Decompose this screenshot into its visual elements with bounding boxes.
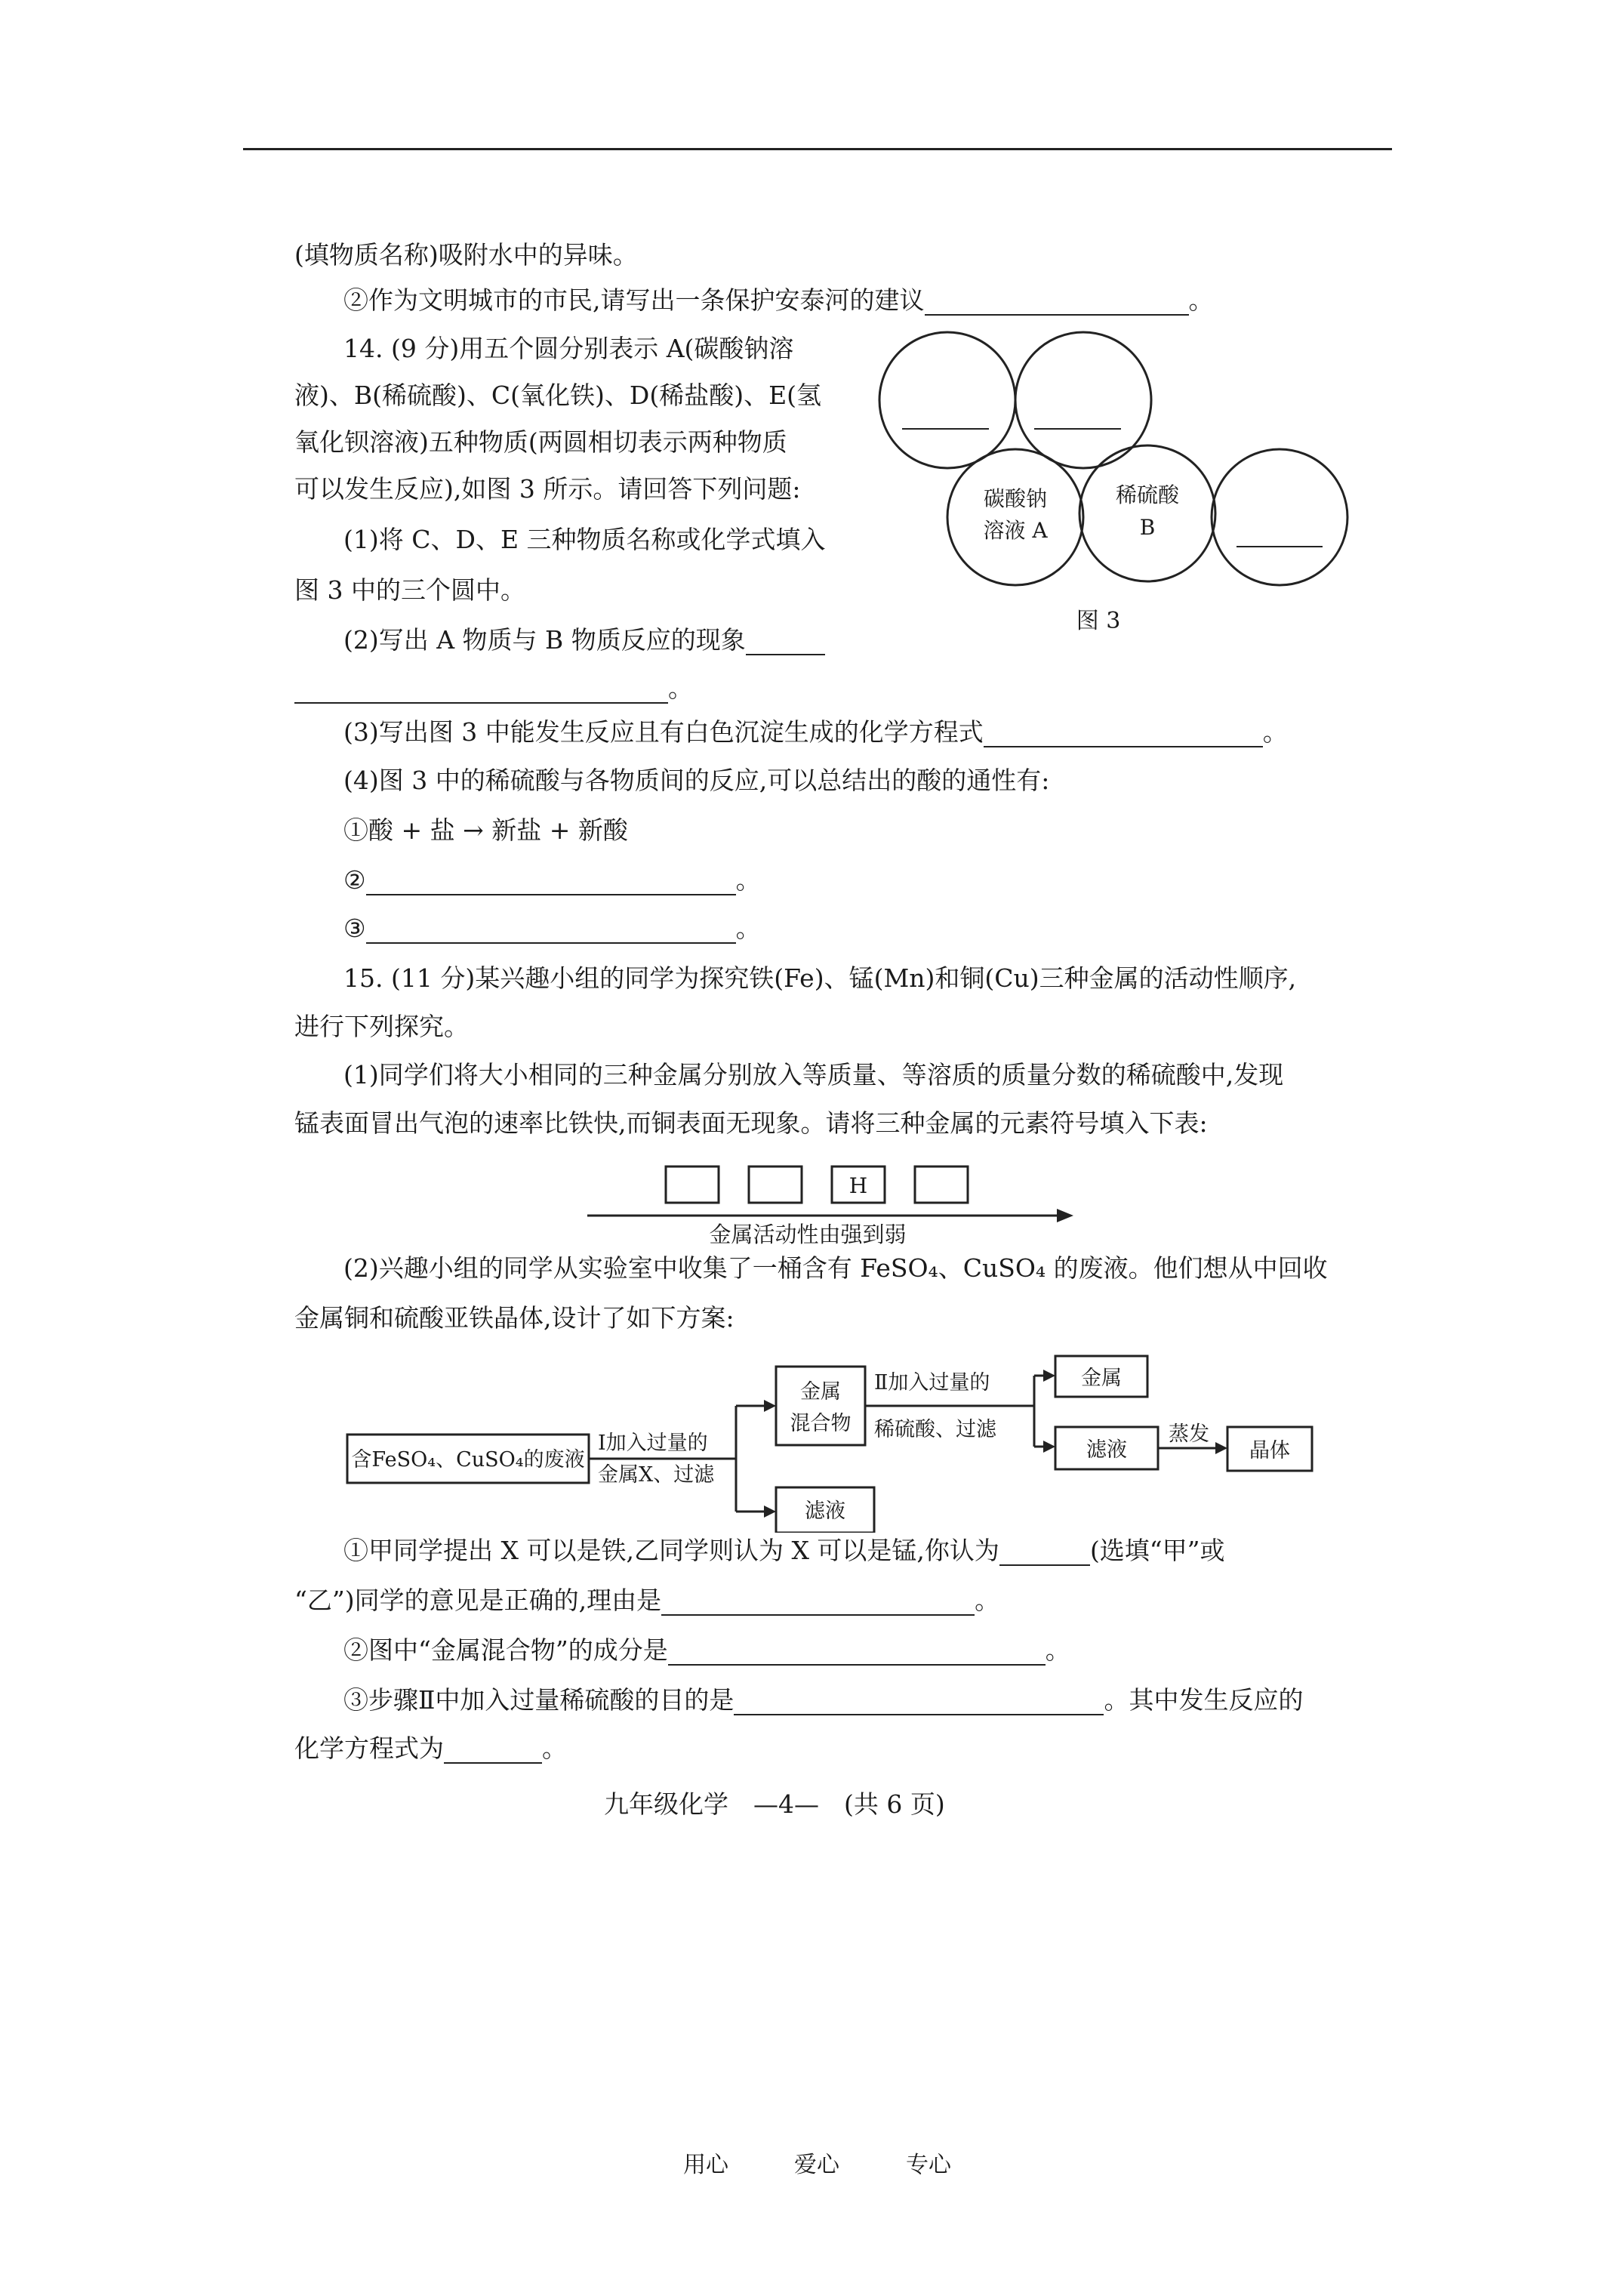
text-line: ③ 。 [343,914,761,943]
text-line: (4)图 3 中的稀硫酸与各物质间的反应,可以总结出的酸的通性有: [343,766,1050,795]
activity-arrow-label: 金属活动性由强到弱 [709,1222,907,1247]
text-line: 图 3 中的三个圆中。 [294,575,525,605]
circle-a [947,449,1083,585]
metal-box-1[interactable] [666,1166,719,1203]
text-line: 15. (11 分)某兴趣小组的同学为探究铁(Fe)、锰(Mn)和铜(Cu)三种金属的活动性顺序, [343,963,1297,993]
motto-2: 爱心 [794,2152,839,2178]
metal-mixture-label-2: 混合物 [790,1412,852,1435]
crystal-label: 晶体 [1249,1439,1290,1462]
text-line: 氧化钡溶液)五种物质(两圆相切表示两种物质 [294,427,787,457]
metal-box-2[interactable] [749,1166,802,1203]
motto-1: 用心 [683,2152,728,2178]
figure-caption: 图 3 [1076,608,1121,634]
metal-box-3[interactable] [915,1166,968,1203]
circle-a-label-1: 碳酸钠 [983,486,1048,511]
text-line: 化学方程式为 。 [294,1734,567,1763]
evaporate-label: 蒸发 [1169,1422,1209,1446]
hydrogen-symbol: H [848,1173,868,1198]
text-line: (填物质名称)吸附水中的异味。 [294,240,638,270]
text-line: (2)写出 A 物质与 B 物质反应的现象 [343,625,825,655]
figure-3 [861,317,1359,649]
text-line: 进行下列探究。 [294,1012,469,1041]
text-line: ②作为文明城市的市民,请写出一条保护安泰河的建议 。 [343,285,1214,315]
answer-blank[interactable] [366,920,736,944]
filtrate-upper-label: 滤液 [1086,1438,1127,1462]
text-line: 14. (9 分)用五个圆分别表示 A(碳酸钠溶 [343,334,794,363]
text-line: (2)兴趣小组的同学从实验室中收集了一桶含有 FeSO₄、CuSO₄ 的废液。他们想从中回收 [343,1253,1328,1283]
top-rule [243,148,1392,150]
metal-mixture-label-1: 金属 [800,1380,841,1404]
text-line: 液)、B(稀硫酸)、C(氧化铁)、D(稀盐酸)、E(氢 [294,381,822,410]
text-line: (1)将 C、D、E 三种物质名称或化学式填入 [343,525,826,554]
step2-label-1: Ⅱ加入过量的 [874,1371,990,1395]
text-line: (3)写出图 3 中能发生反应且有白色沉淀生成的化学方程式 。 [343,717,1288,747]
process-flowchart [332,1351,1344,1533]
circle-e [1212,449,1347,585]
motto-3: 专心 [906,2152,951,2178]
answer-blank[interactable] [734,1691,1104,1715]
answer-blank[interactable] [444,1740,542,1764]
text-line: (1)同学们将大小相同的三种金属分别放入等质量、等溶质的质量分数的稀硫酸中,发现 [343,1060,1284,1089]
text-line: 金属铜和硫酸亚铁晶体,设计了如下方案: [294,1303,735,1333]
text-line: ② 。 [343,865,761,895]
filtrate-lower-label: 滤液 [805,1499,845,1523]
circle-b [1079,445,1215,581]
answer-blank[interactable] [746,631,825,655]
text-line: “乙”)同学的意见是正确的,理由是 。 [294,1586,1000,1615]
text-line: ①酸 + 盐 → 新盐 + 新酸 [343,815,628,845]
text-line: 可以发生反应),如图 3 所示。请回答下列问题: [294,474,801,504]
step1-label-2: 金属X、过滤 [598,1463,715,1487]
answer-blank[interactable] [999,1542,1090,1566]
text-line: ③步骤Ⅱ中加入过量稀硫酸的目的是 。其中发生反应的 [343,1685,1304,1715]
text-line: 锰表面冒出气泡的速率比铁快,而铜表面无现象。请将三种金属的元素符号填入下表: [294,1108,1208,1138]
text-line: ②图中“金属混合物”的成分是 。 [343,1635,1070,1665]
circle-b-label-2: B [1139,515,1156,540]
step1-label-1: Ⅰ加入过量的 [598,1432,708,1455]
metal-label: 金属 [1081,1367,1122,1390]
page-footer: 九年级化学 —4— (共 6 页) [604,1789,945,1819]
circle-c [879,332,1015,468]
answer-blank[interactable] [925,291,1189,316]
circle-b-label-1: 稀硫酸 [1115,482,1180,507]
answer-blank[interactable] [366,871,736,895]
waste-liquid-label: 含FeSO₄、CuSO₄的废液 [351,1448,585,1472]
answer-blank[interactable] [668,1641,1046,1666]
step2-label-2: 稀硫酸、过滤 [874,1418,996,1441]
arrow-head [1057,1209,1073,1222]
activity-series [581,1159,1079,1257]
answer-blank[interactable] [984,723,1263,747]
answer-blank[interactable] [294,680,668,704]
circle-a-label-2: 溶液 A [983,518,1048,543]
text-line: 。 [294,673,693,704]
answer-blank[interactable] [661,1592,975,1616]
text-line: ①甲同学提出 X 可以是铁,乙同学则认为 X 可以是锰,你认为 (选填“甲”或 [343,1536,1225,1565]
